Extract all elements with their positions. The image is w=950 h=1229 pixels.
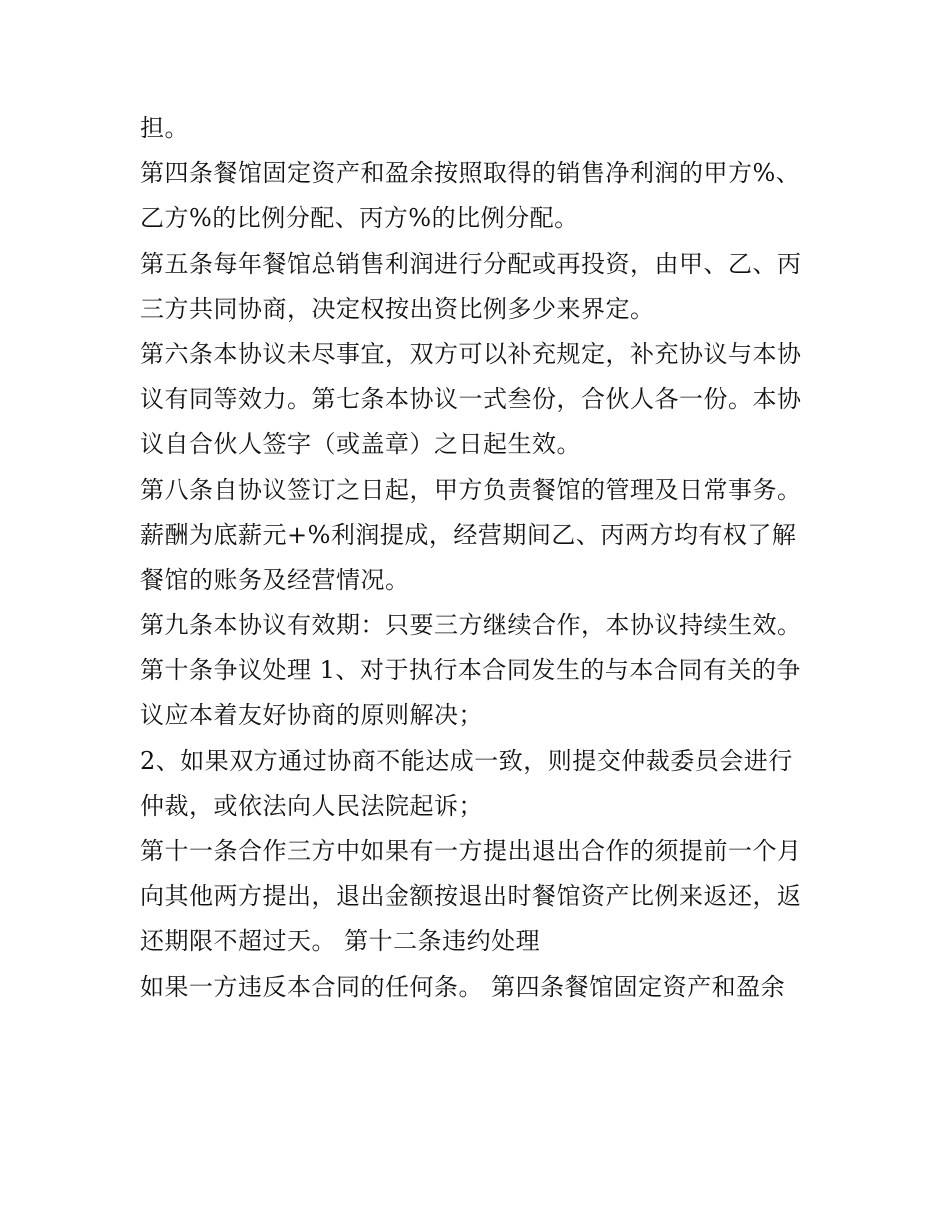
text-line: 还期限不超过天。 第十二条违约处理 [140,927,541,956]
text-line: 仲裁，或依法向人民法院起诉； [140,791,483,820]
text-line: 第十一条合作三方中如果有一方提出退出合作的须提前一个月 [140,837,802,865]
text-line: 第五条每年餐馆总销售利润进行分配或再投资，由甲、乙、丙 [140,249,802,278]
text-line: 乙方%的比例分配、丙方%的比例分配。 [140,204,579,233]
text-line: 议有同等效力。第七条本协议一式叁份，合伙人各一份。本协 [140,385,802,414]
text-line: 担。 [140,114,189,142]
document-body [140,106,830,1010]
text-line: 薪酬为底薪元+%利润提成，经营期间乙、丙两方均有权了解 [140,520,797,549]
text-line: 第六条本协议未尽事宜，双方可以补充规定，补充协议与本协 [140,339,802,368]
text-line: 向其他两方提出，退出金额按退出时餐馆资产比例来返还，返 [140,882,802,911]
text-line: 第十条争议处理 1、对于执行本合同发生的与本合同有关的争 [140,656,801,685]
text-line: 第四条餐馆固定资产和盈余按照取得的销售净利润的甲方%、 [140,159,801,188]
text-line: 第八条自协议签订之日起，甲方负责餐馆的管理及日常事务。 [140,475,802,504]
text-line: 餐馆的账务及经营情况。 [140,565,410,594]
text-line: 议自合伙人签字（或盖章）之日起生效。 [140,430,581,459]
text-line: 议应本着友好协商的原则解决； [140,701,483,730]
text-line: 三方共同协商，决定权按出资比例多少来界定。 [140,294,655,323]
text-line: 2、如果双方通过协商不能达成一致，则提交仲裁委员会进行 [140,746,793,775]
text-line: 如果一方违反本合同的任何条。 第四条餐馆固定资产和盈余 [140,972,786,1001]
text-line: 第九条本协议有效期：只要三方继续合作，本协议持续生效。 [140,611,802,640]
